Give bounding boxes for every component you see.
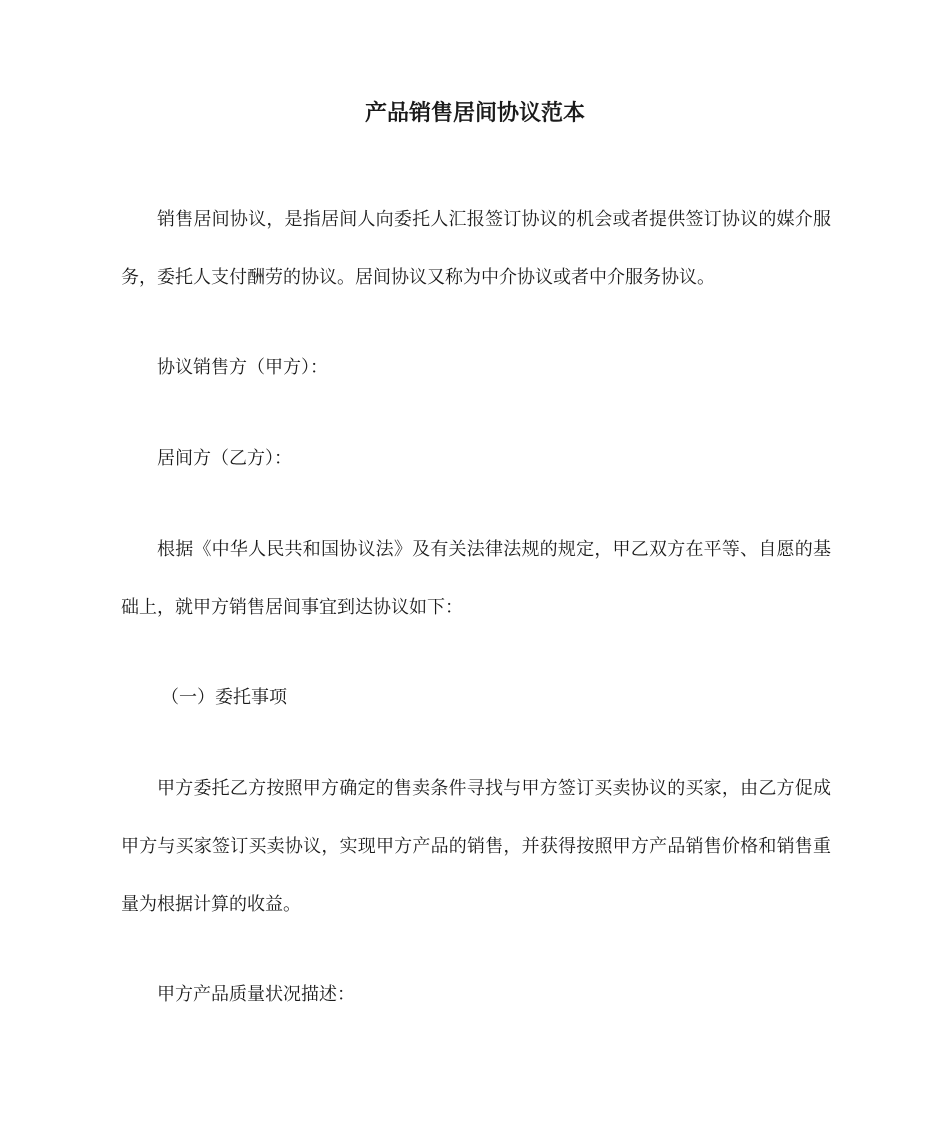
- section-1-body: 甲方委托乙方按照甲方确定的售卖条件寻找与甲方签订买卖协议的买家，由乙方促成甲方与买家签订买卖协议，实现甲方产品的销售，并获得按照甲方产品销售价格和销售重量为根据计算的收益。: [121, 778, 831, 915]
- party-b-line: 居间方（乙方）：: [157, 448, 292, 469]
- section-1-heading: （一）委托事项: [161, 687, 287, 708]
- basis-paragraph: 根据《中华人民共和国协议法》及有关法律法规的规定，甲乙双方在平等、自愿的基础上，就甲方销售居间事宜到达协议如下：: [121, 539, 831, 618]
- intro-paragraph: 销售居间协议，是指居间人向委托人汇报签订协议的机会或者提供签订协议的媒介服务，委托人支付酬劳的协议。居间协议又称为中介协议或者中介服务协议。: [121, 209, 831, 288]
- party-a-line: 协议销售方（甲方）：: [157, 357, 328, 378]
- document-title: 产品销售居间协议范本: [364, 101, 585, 126]
- quality-description-label: 甲方产品质量状况描述：: [157, 984, 355, 1005]
